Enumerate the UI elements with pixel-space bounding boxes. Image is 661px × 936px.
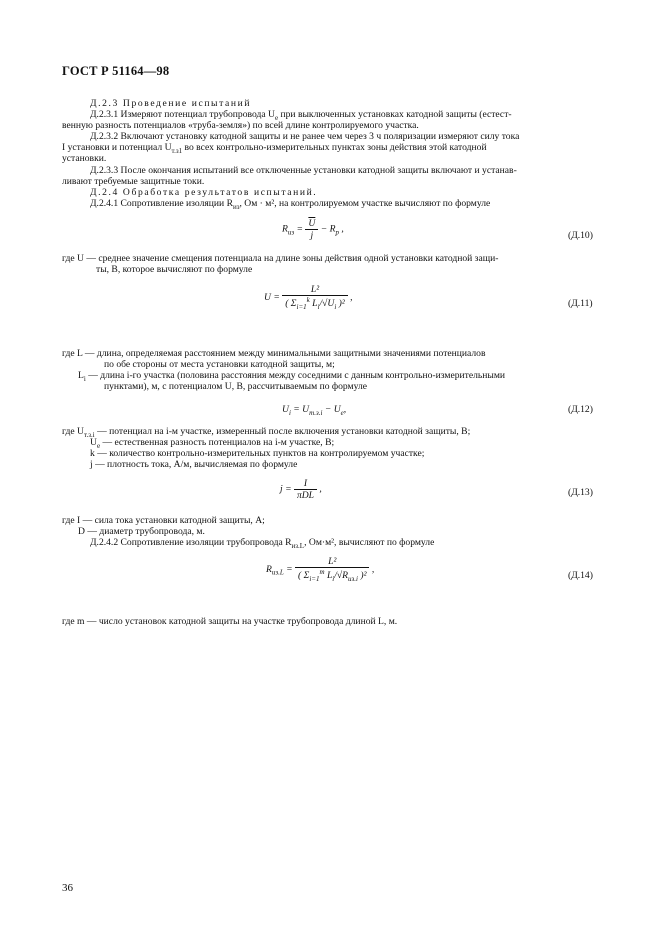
paragraph-d233-line1: Д.2.3.3 После окончания испытаний все отключенные установки катодной защиты включают и устанав- bbox=[90, 165, 517, 176]
formula-d12: $U_i = U_{т.з.i} - U_е$, bbox=[282, 404, 347, 417]
where-k: k — количество контрольно-измерительных пунктов на контролируемом участке; bbox=[90, 448, 425, 459]
paragraph-d242: Д.2.4.2 Сопротивление изоляции трубопровода $R_{из.L}$, Ом·м², вычисляют по формуле bbox=[90, 537, 435, 550]
paragraph-d241: Д.2.4.1 Сопротивление изоляции $R_{из}$, Ом · м², на контролируемом участке вычисляют по формуле bbox=[90, 198, 491, 211]
section-heading-d23: Д.2.3 Проведение испытаний bbox=[90, 98, 252, 109]
formula-d13: j = $\frac{I}{\text{πDL}}$ , bbox=[280, 478, 322, 501]
where-d: D — диаметр трубопровода, м. bbox=[78, 526, 205, 537]
section-heading-d24: Д.2.4 Обработка результатов испытаний. bbox=[90, 187, 318, 198]
equation-number-d11: (Д.11) bbox=[568, 298, 593, 309]
paragraph-d233-line2: ливают требуемые защитные токи. bbox=[62, 176, 205, 187]
formula-d14: $R_{из.L}$ = $\frac{\text{L²}}{( \Sigma_{i=1}^m L_i/√R_{из.i} )^2}$ , bbox=[266, 556, 375, 584]
document-header: ГОСТ Р 51164—98 bbox=[62, 64, 170, 78]
equation-number-d13: (Д.13) bbox=[568, 487, 593, 498]
where-i: где I — сила тока установки катодной защиты, А; bbox=[62, 515, 265, 526]
where-li-line2: пунктами), м, с потенциалом U, В, рассчитываемым по формуле bbox=[104, 381, 368, 392]
paragraph-d232-line1: Д.2.3.2 Включают установку катодной защиты и не ранее чем через 3 ч поляризации измеряют силу тока bbox=[90, 131, 520, 142]
paragraph-d231-line2: венную разность потенциалов «труба-земля») по всей длине контролируемого участка. bbox=[62, 120, 419, 131]
paragraph-d231-line1: Д.2.3.1 Измеряют потенциал трубопровода $U_е$ при выключенных установках катодной защиты (естест- bbox=[90, 109, 512, 122]
where-l-line2: по обе стороны от места установки катодной защиты, м; bbox=[104, 359, 335, 370]
equation-number-d12: (Д.12) bbox=[568, 404, 593, 415]
where-uti: где $U_{т.з.i}$ — потенциал на i-м участке, измеренный после включения установки катодной защиты, В; bbox=[62, 426, 471, 439]
equation-number-d10: (Д.10) bbox=[568, 230, 593, 241]
where-j: j — плотность тока, А/м, вычисляемая по формуле bbox=[90, 459, 298, 470]
equation-number-d14: (Д.14) bbox=[568, 570, 593, 581]
formula-d10: $R_{из}$ = $\frac{\overline{U}}{j}$ − $R_р$ , bbox=[282, 218, 344, 241]
formula-d11: U = $\frac{\text{L²}}{( \Sigma_{i=1}^k L_i/√U_i )^2}$ , bbox=[264, 284, 353, 312]
where-li-line1: $L_i$ — длина i-го участка (половина расстояния между соседними с данным контрольно-измерительными bbox=[78, 370, 506, 383]
paragraph-d232-line2: I установки и потенциал $U_{т.з1}$ во всех контрольно-измерительных пунктах зоны действия этой катодной bbox=[62, 142, 487, 155]
where-u-line2: ты, В, которое вычисляют по формуле bbox=[96, 264, 253, 275]
where-m: где m — число установок катодной защиты на участке трубопровода длиной L, м. bbox=[62, 616, 398, 627]
where-u-line1: где U — среднее значение смещения потенциала на длине зоны действия одной установки катодной защи- bbox=[62, 253, 499, 264]
where-ue: $U_е$ — естественная разность потенциалов на i-м участке, В; bbox=[90, 437, 335, 450]
paragraph-d232-line3: установки. bbox=[62, 153, 107, 164]
page-number: 36 bbox=[62, 882, 73, 894]
where-l-line1: где L — длина, определяемая расстоянием между минимальными защитными значениями потенциалов bbox=[62, 348, 486, 359]
